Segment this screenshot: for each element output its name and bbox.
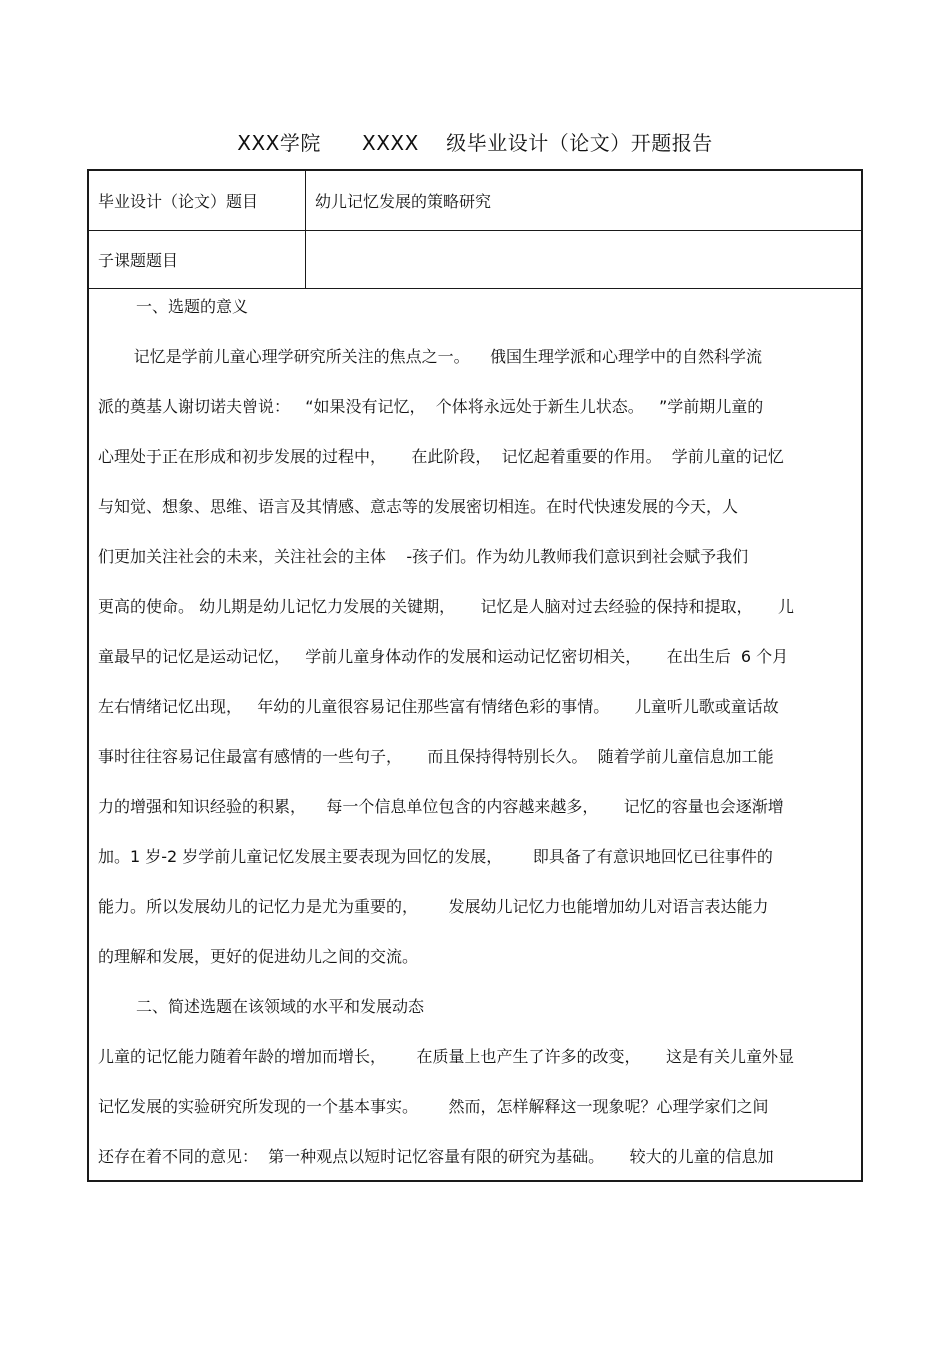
paragraph-line: 儿童的记忆能力随着年龄的增加而增长， 在质量上也产生了许多的改变， 这是有关儿童外显 xyxy=(98,1047,794,1066)
paragraph-line: 能力。所以发展幼儿的记忆力是尤为重要的， 发展幼儿记忆力也能增加幼儿对语言表达能力 xyxy=(98,897,769,916)
paragraph-line: 更高的使命。 幼儿期是幼儿记忆力发展的关键期， 记忆是人脑对过去经验的保持和提取， 儿 xyxy=(98,597,794,616)
subtopic-label: 子课题题目 xyxy=(89,231,306,288)
report-title: XXX学院 XXXX 级毕业设计（论文）开题报告 xyxy=(237,131,713,155)
paragraph-line: 记忆是学前儿童心理学研究所关注的焦点之一。 俄国生理学派和心理学中的自然科学流 xyxy=(98,347,762,366)
paragraph-line: 派的奠基人谢切诺夫曾说： “如果没有记忆， 个体将永远处于新生儿状态。 ”学前期儿童的 xyxy=(98,397,764,416)
paragraph-line: 事时往往容易记住最富有感情的一些句子， 而且保持得特别长久。 随着学前儿童信息加工能 xyxy=(98,747,774,766)
paragraph-line: 们更加关注社会的未来，关注社会的主体 -孩子们。作为幼儿教师我们意识到社会赋予我们 xyxy=(98,547,749,566)
paragraph-line: 的理解和发展，更好的促进幼儿之间的交流。 xyxy=(98,947,419,966)
paragraph-line: 还存在着不同的意见： 第一种观点以短时记忆容量有限的研究为基础。 较大的儿童的信息加 xyxy=(98,1147,774,1166)
paragraph-line: 童最早的记忆是运动记忆， 学前儿童身体动作的发展和运动记忆密切相关， 在出生后 6 个月 xyxy=(98,647,789,666)
paragraph-line: 记忆发展的实验研究所发现的一个基本事实。 然而，怎样解释这一现象呢？心理学家们之间 xyxy=(98,1097,769,1116)
topic-label: 毕业设计（论文）题目 xyxy=(89,171,306,230)
paragraph-line: 与知觉、想象、思维、语言及其情感、意志等的发展密切相连。在时代快速发展的今天，人 xyxy=(98,497,739,516)
paragraph-line: 力的增强和知识经验的积累， 每一个信息单位包含的内容越来越多， 记忆的容量也会逐渐增 xyxy=(98,797,784,816)
section-1-heading: 一、选题的意义 xyxy=(136,297,249,316)
subtopic-value xyxy=(306,231,861,288)
form-row-subtopic xyxy=(89,231,861,289)
form-row-topic xyxy=(89,171,861,231)
proposal-body xyxy=(98,295,852,1195)
paragraph-line: 左右情绪记忆出现， 年幼的儿童很容易记住那些富有情绪色彩的事情。 儿童听儿歌或童话故 xyxy=(98,697,779,716)
paragraph-line: 心理处于正在形成和初步发展的过程中， 在此阶段， 记忆起着重要的作用。 学前儿童的记忆 xyxy=(98,447,784,466)
section-2-heading: 二、简述选题在该领域的水平和发展动态 xyxy=(136,997,425,1016)
paragraph-line: 加。1 岁-2 岁学前儿童记忆发展主要表现为回忆的发展， 即具备了有意识地回忆已往事件的 xyxy=(98,847,773,866)
topic-value: 幼儿记忆发展的策略研究 xyxy=(315,192,492,211)
proposal-form xyxy=(87,169,863,1182)
